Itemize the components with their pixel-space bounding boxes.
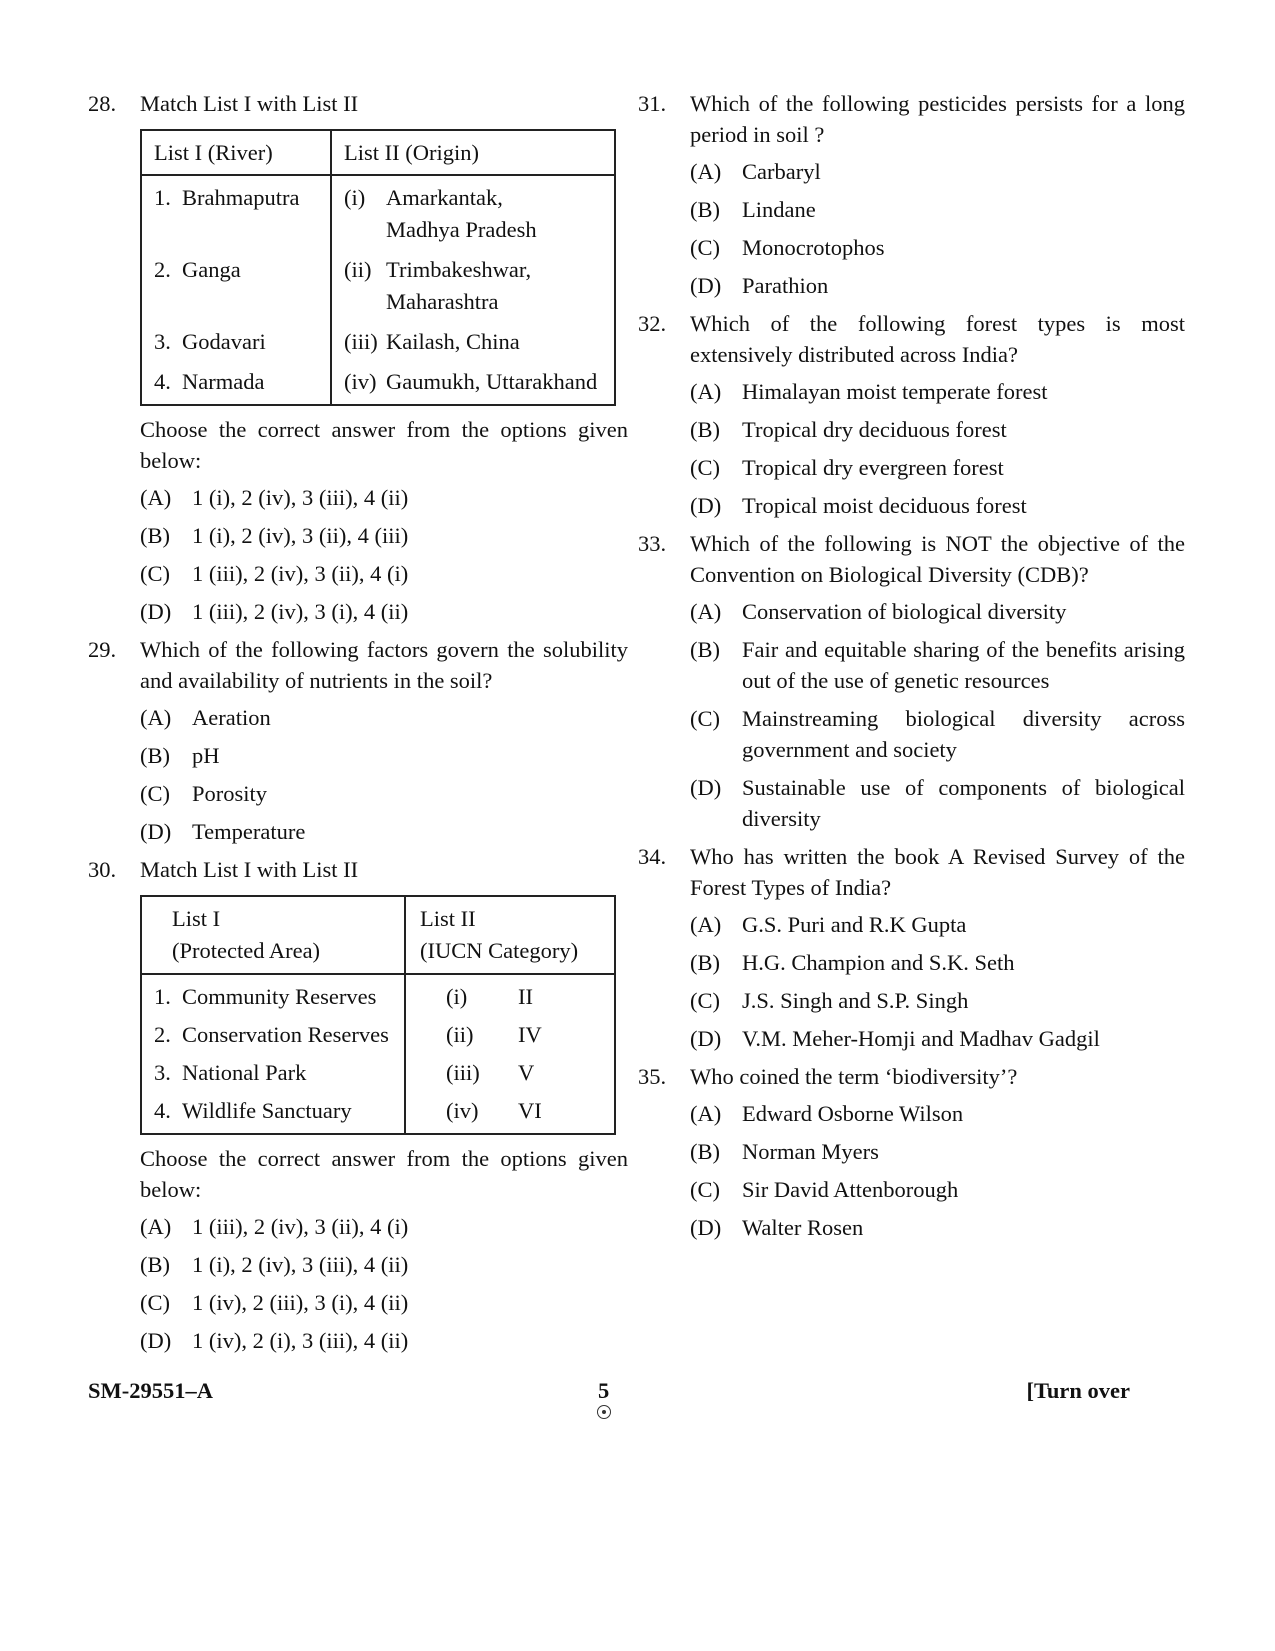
options-list bbox=[690, 909, 1185, 1054]
option-text: Conservation of biological diversity bbox=[742, 599, 1067, 624]
option-a[interactable] bbox=[690, 376, 1185, 407]
option-label: (B) bbox=[140, 743, 170, 768]
match-table-protected-areas bbox=[140, 895, 616, 1135]
table-row bbox=[141, 362, 615, 405]
option-text: Temperature bbox=[192, 819, 306, 844]
option-b[interactable] bbox=[690, 1136, 1185, 1167]
option-text: 1 (i), 2 (iv), 3 (ii), 4 (iii) bbox=[192, 523, 409, 548]
option-label: (A) bbox=[690, 159, 722, 184]
option-a[interactable] bbox=[690, 596, 1185, 627]
option-label: (A) bbox=[140, 1214, 172, 1239]
table-header-list2: List II (Origin) bbox=[331, 130, 615, 175]
option-label: (C) bbox=[690, 988, 720, 1013]
option-label: (D) bbox=[690, 775, 722, 800]
question-text: Which of the following pesticides persists for a long period in soil ? bbox=[690, 91, 1185, 147]
option-label: (C) bbox=[690, 1177, 720, 1202]
row-number: 2. bbox=[154, 257, 171, 282]
row-number: 4. bbox=[154, 1098, 171, 1123]
option-text: 1 (i), 2 (iv), 3 (iii), 4 (ii) bbox=[192, 1252, 409, 1277]
question-text: Match List I with List II bbox=[140, 91, 359, 116]
option-b[interactable] bbox=[140, 740, 628, 771]
option-d[interactable] bbox=[140, 816, 628, 847]
question-text: Who coined the term ‘biodiversity’? bbox=[690, 1064, 1018, 1089]
option-c[interactable] bbox=[140, 778, 628, 809]
question-31 bbox=[638, 88, 1185, 301]
question-text: Which of the following is NOT the objective of the Convention on Biological Diversity (CDB)? bbox=[690, 531, 1185, 587]
option-text: Lindane bbox=[742, 197, 816, 222]
roman-label: (iv) bbox=[344, 369, 377, 394]
roman-label: (iii) bbox=[344, 329, 378, 354]
roman-label: (ii) bbox=[446, 1022, 474, 1047]
option-label: (B) bbox=[690, 197, 720, 222]
option-text: Sir David Attenborough bbox=[742, 1177, 959, 1202]
option-text: Carbaryl bbox=[742, 159, 821, 184]
option-text: 1 (iii), 2 (iv), 3 (i), 4 (ii) bbox=[192, 599, 409, 624]
question-text: Which of the following forest types is most extensively distributed across India? bbox=[690, 311, 1185, 367]
question-stem: Choose the correct answer from the options given below: bbox=[140, 1146, 628, 1202]
question-32 bbox=[638, 308, 1185, 521]
turn-over-label: [Turn over bbox=[1026, 1378, 1130, 1403]
option-text: J.S. Singh and S.P. Singh bbox=[742, 988, 969, 1013]
question-number: 30. bbox=[88, 857, 117, 882]
option-b[interactable] bbox=[140, 520, 628, 551]
option-b[interactable] bbox=[690, 947, 1185, 978]
question-30 bbox=[88, 854, 628, 1356]
question-number: 29. bbox=[88, 637, 117, 662]
option-text: 1 (iii), 2 (iv), 3 (ii), 4 (i) bbox=[192, 1214, 409, 1239]
option-text: Sustainable use of components of biological diversity bbox=[742, 775, 1185, 831]
area-name: Conservation Reserves bbox=[182, 1022, 389, 1047]
option-label: (D) bbox=[690, 1026, 722, 1051]
roman-label: (ii) bbox=[344, 257, 372, 282]
question-text: Who has written the book A Revised Survey of the Forest Types of India? bbox=[690, 844, 1185, 900]
option-label: (D) bbox=[140, 599, 172, 624]
options-list bbox=[690, 1098, 1185, 1243]
table-row bbox=[141, 1054, 615, 1092]
question-number: 35. bbox=[638, 1064, 667, 1089]
option-label: (B) bbox=[690, 417, 720, 442]
river-name: Narmada bbox=[182, 369, 265, 394]
option-label: (A) bbox=[690, 599, 722, 624]
option-label: (C) bbox=[140, 781, 170, 806]
option-a[interactable] bbox=[140, 1211, 628, 1242]
option-text: Walter Rosen bbox=[742, 1215, 864, 1240]
option-a[interactable] bbox=[690, 909, 1185, 940]
option-b[interactable] bbox=[690, 194, 1185, 225]
question-number: 34. bbox=[638, 844, 667, 869]
option-a[interactable] bbox=[690, 156, 1185, 187]
row-number: 1. bbox=[154, 984, 171, 1009]
roman-label: (i) bbox=[446, 984, 468, 1009]
table-row bbox=[141, 250, 615, 322]
question-number: 28. bbox=[88, 91, 117, 116]
iucn-category: V bbox=[518, 1060, 535, 1085]
option-label: (C) bbox=[690, 455, 720, 480]
option-d[interactable] bbox=[690, 1212, 1185, 1243]
option-text: 1 (iv), 2 (i), 3 (iii), 4 (ii) bbox=[192, 1328, 409, 1353]
option-text: Tropical moist deciduous forest bbox=[742, 493, 1027, 518]
option-label: (B) bbox=[690, 950, 720, 975]
right-column bbox=[638, 88, 1185, 1250]
roman-label: (i) bbox=[344, 185, 366, 210]
iucn-category: II bbox=[518, 984, 533, 1009]
table-row bbox=[141, 1092, 615, 1134]
origin-line-1: Trimbakeshwar, bbox=[386, 257, 532, 282]
river-name: Ganga bbox=[182, 257, 241, 282]
option-a[interactable] bbox=[140, 482, 628, 513]
option-label: (D) bbox=[690, 1215, 722, 1240]
option-b[interactable] bbox=[140, 1249, 628, 1280]
origin-line-1: Amarkantak, bbox=[386, 185, 503, 210]
row-number: 3. bbox=[154, 1060, 171, 1085]
option-text: Tropical dry evergreen forest bbox=[742, 455, 1004, 480]
option-text: Himalayan moist temperate forest bbox=[742, 379, 1048, 404]
question-29 bbox=[88, 634, 628, 847]
question-33 bbox=[638, 528, 1185, 834]
row-number: 2. bbox=[154, 1022, 171, 1047]
question-stem: Choose the correct answer from the options given below: bbox=[140, 417, 628, 473]
option-label: (B) bbox=[690, 637, 720, 662]
river-name: Godavari bbox=[182, 329, 266, 354]
option-label: (D) bbox=[690, 493, 722, 518]
table-row bbox=[141, 974, 615, 1016]
left-column bbox=[88, 88, 628, 1363]
option-text: pH bbox=[192, 743, 220, 768]
iucn-category: IV bbox=[518, 1022, 542, 1047]
iucn-category: VI bbox=[518, 1098, 542, 1123]
table-row bbox=[141, 322, 615, 362]
option-d[interactable] bbox=[140, 1325, 628, 1356]
option-text: Porosity bbox=[192, 781, 268, 806]
option-text: Fair and equitable sharing of the benefits arising out of the use of genetic resources bbox=[742, 637, 1185, 693]
options-list bbox=[690, 376, 1185, 521]
table-header-list2: List II bbox=[420, 906, 476, 931]
option-c[interactable] bbox=[690, 985, 1185, 1016]
question-28 bbox=[88, 88, 628, 627]
area-name: Wildlife Sanctuary bbox=[182, 1098, 352, 1123]
option-label: (A) bbox=[140, 705, 172, 730]
table-row bbox=[141, 175, 615, 250]
option-label: (B) bbox=[140, 523, 170, 548]
question-text: Match List I with List II bbox=[140, 857, 359, 882]
row-number: 4. bbox=[154, 369, 171, 394]
question-text: Which of the following factors govern the solubility and availability of nutrients in the soil? bbox=[140, 637, 628, 693]
option-label: (D) bbox=[690, 273, 722, 298]
river-name: Brahmaputra bbox=[182, 185, 300, 210]
option-b[interactable] bbox=[690, 414, 1185, 445]
option-label: (C) bbox=[690, 235, 720, 260]
table-header-list1: List I (River) bbox=[141, 130, 331, 175]
roman-label: (iv) bbox=[446, 1098, 479, 1123]
option-label: (C) bbox=[140, 1290, 170, 1315]
options-list bbox=[690, 596, 1185, 834]
options-list bbox=[140, 482, 628, 627]
registration-mark-icon bbox=[597, 1405, 611, 1419]
option-d[interactable] bbox=[690, 1023, 1185, 1054]
option-a[interactable] bbox=[140, 702, 628, 733]
option-d[interactable] bbox=[690, 270, 1185, 301]
origin-line-2: Madhya Pradesh bbox=[386, 217, 537, 242]
option-d[interactable] bbox=[690, 772, 1185, 834]
options-list bbox=[140, 702, 628, 847]
option-text: 1 (iv), 2 (iii), 3 (i), 4 (ii) bbox=[192, 1290, 409, 1315]
option-text: H.G. Champion and S.K. Seth bbox=[742, 950, 1015, 975]
option-label: (B) bbox=[140, 1252, 170, 1277]
option-text: 1 (iii), 2 (iv), 3 (ii), 4 (i) bbox=[192, 561, 409, 586]
row-number: 3. bbox=[154, 329, 171, 354]
option-d[interactable] bbox=[690, 490, 1185, 521]
option-text: V.M. Meher-Homji and Madhav Gadgil bbox=[742, 1026, 1100, 1051]
origin-line-2: Maharashtra bbox=[386, 289, 499, 314]
option-label: (D) bbox=[140, 819, 172, 844]
option-c[interactable] bbox=[690, 703, 1185, 765]
question-number: 33. bbox=[638, 531, 667, 556]
page-number: 5 bbox=[598, 1378, 610, 1403]
option-b[interactable] bbox=[690, 634, 1185, 696]
table-header-list1: List I bbox=[172, 906, 221, 931]
option-text: Mainstreaming biological diversity across government and society bbox=[742, 706, 1185, 762]
booklet-code: SM-29551–A bbox=[88, 1378, 213, 1403]
option-label: (C) bbox=[690, 706, 720, 731]
table-header-list1-sub: (Protected Area) bbox=[172, 938, 321, 963]
question-34 bbox=[638, 841, 1185, 1054]
option-label: (B) bbox=[690, 1139, 720, 1164]
options-list bbox=[690, 156, 1185, 301]
area-name: Community Reserves bbox=[182, 984, 377, 1009]
option-c[interactable] bbox=[690, 452, 1185, 483]
option-text: Tropical dry deciduous forest bbox=[742, 417, 1007, 442]
roman-label: (iii) bbox=[446, 1060, 480, 1085]
option-text: Norman Myers bbox=[742, 1139, 879, 1164]
option-c[interactable] bbox=[690, 1174, 1185, 1205]
origin-line-1: Kailash, China bbox=[386, 329, 520, 354]
option-c[interactable] bbox=[140, 558, 628, 589]
option-label: (A) bbox=[690, 379, 722, 404]
row-number: 1. bbox=[154, 185, 171, 210]
option-d[interactable] bbox=[140, 596, 628, 627]
option-c[interactable] bbox=[690, 232, 1185, 263]
area-name: National Park bbox=[182, 1060, 307, 1085]
option-text: Monocrotophos bbox=[742, 235, 885, 260]
match-table-rivers bbox=[140, 129, 616, 406]
option-label: (A) bbox=[140, 485, 172, 510]
table-row bbox=[141, 1016, 615, 1054]
question-35 bbox=[638, 1061, 1185, 1243]
option-label: (C) bbox=[140, 561, 170, 586]
option-label: (A) bbox=[690, 1101, 722, 1126]
option-c[interactable] bbox=[140, 1287, 628, 1318]
question-number: 31. bbox=[638, 91, 667, 116]
option-text: Aeration bbox=[192, 705, 271, 730]
question-number: 32. bbox=[638, 311, 667, 336]
option-a[interactable] bbox=[690, 1098, 1185, 1129]
option-text: G.S. Puri and R.K Gupta bbox=[742, 912, 967, 937]
option-text: 1 (i), 2 (iv), 3 (iii), 4 (ii) bbox=[192, 485, 409, 510]
option-label: (A) bbox=[690, 912, 722, 937]
option-label: (D) bbox=[140, 1328, 172, 1353]
option-text: Edward Osborne Wilson bbox=[742, 1101, 964, 1126]
option-text: Parathion bbox=[742, 273, 829, 298]
table-header-list2-sub: (IUCN Category) bbox=[420, 938, 579, 963]
origin-line-1: Gaumukh, Uttarakhand bbox=[386, 369, 598, 394]
options-list bbox=[140, 1211, 628, 1356]
